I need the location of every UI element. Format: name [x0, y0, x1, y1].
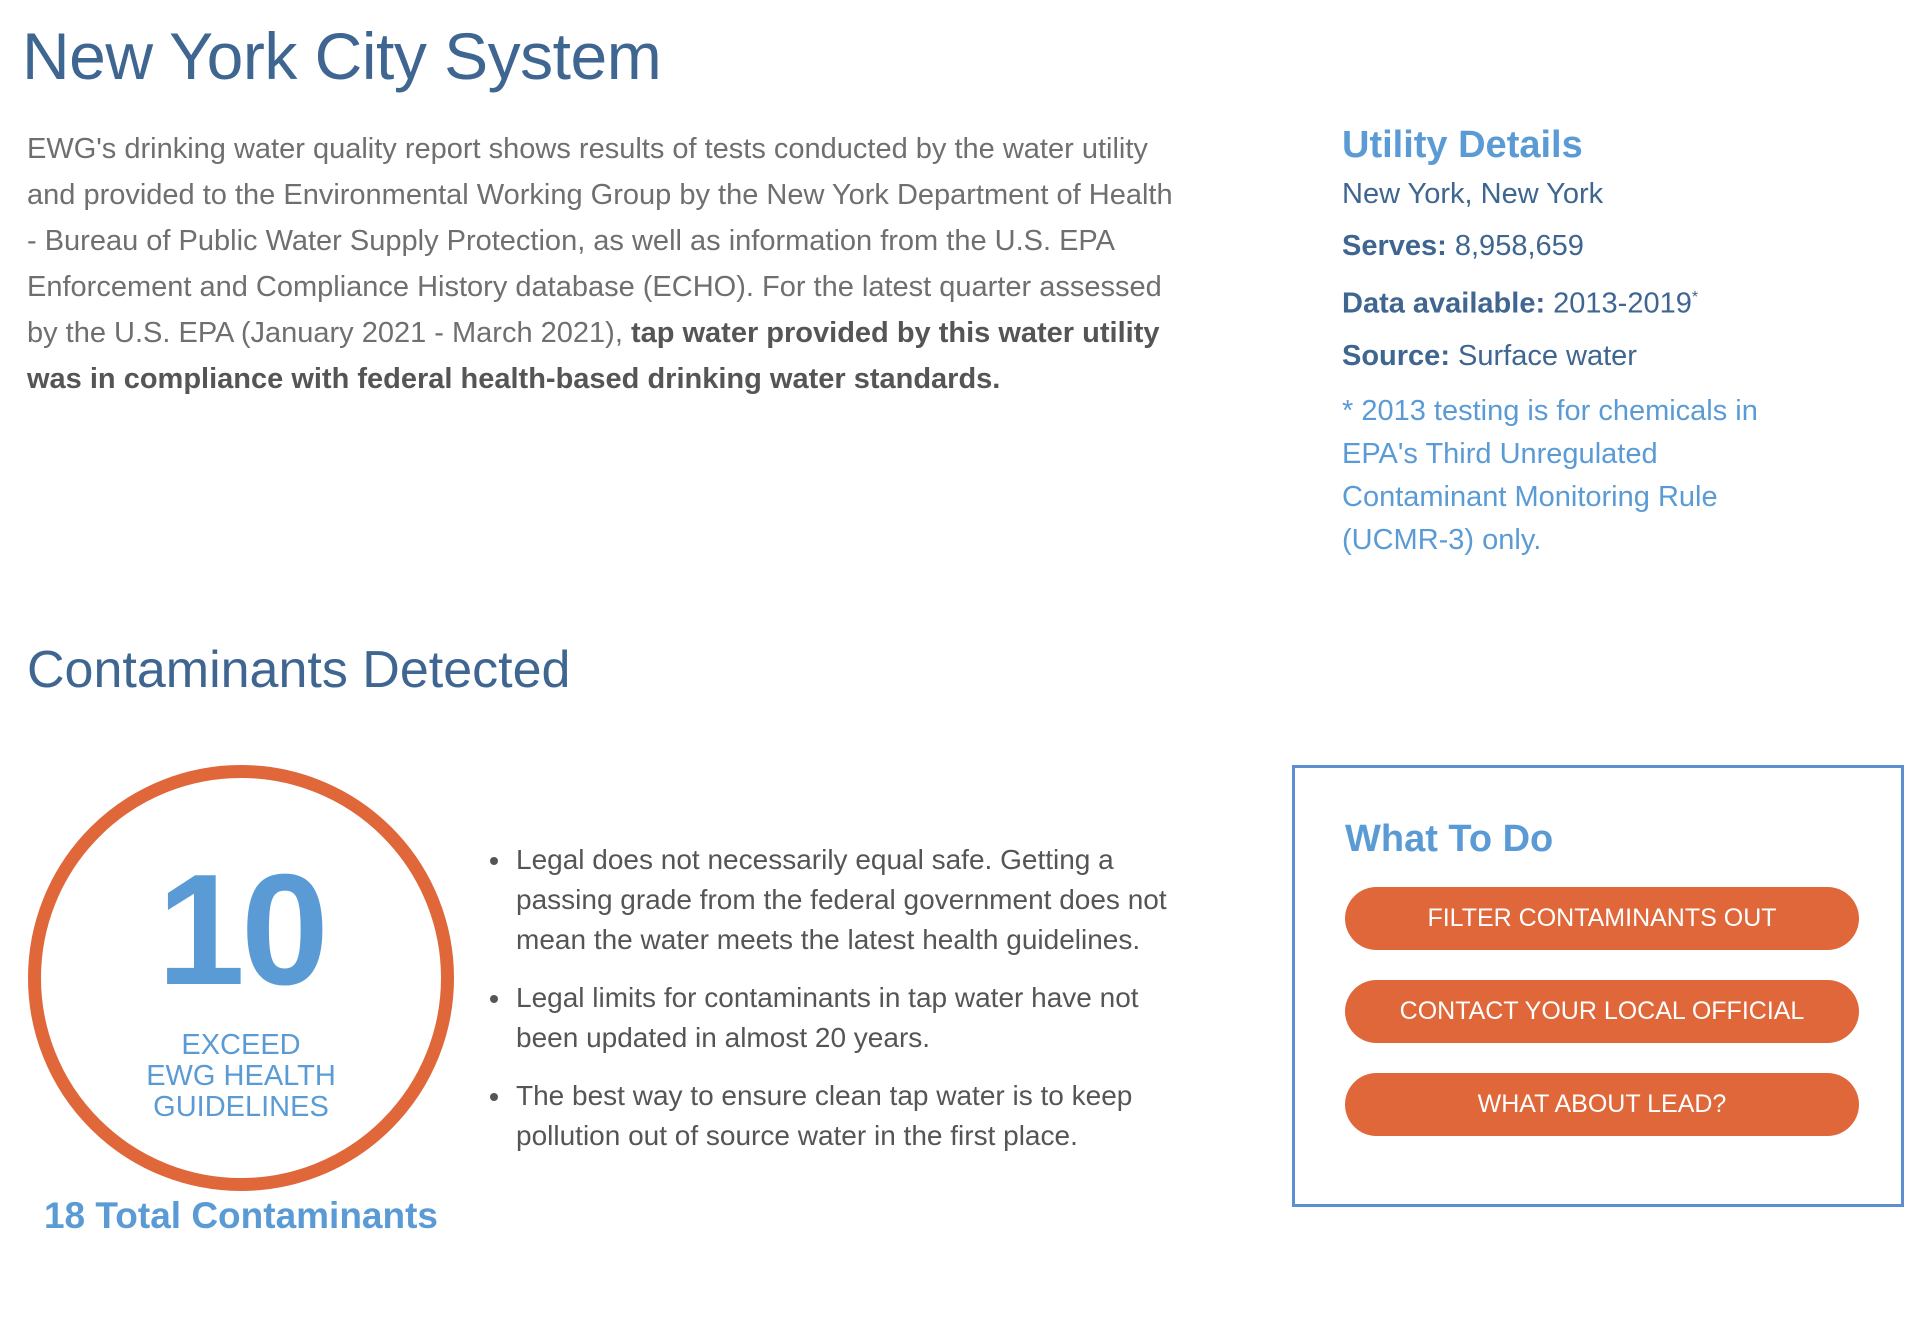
exceed-label-line1: EXCEED	[181, 1029, 301, 1061]
source-label: Source:	[1342, 339, 1450, 372]
utility-details-panel	[1342, 120, 1882, 562]
list-item: Legal limits for contaminants in tap water have not been updated in almost 20 years.	[490, 978, 1170, 1058]
data-available-footnote-marker: *	[1691, 289, 1699, 306]
ucmr-footnote: * 2013 testing is for chemicals in EPA's Third Unregulated Contaminant Monitoring Rule (UCMR-3) only.	[1342, 394, 1758, 556]
exceed-label	[41, 1030, 441, 1123]
serves-label: Serves:	[1342, 230, 1447, 262]
exceed-label-line3: GUIDELINES	[153, 1091, 329, 1123]
intro-paragraph	[27, 126, 1187, 402]
page-title: New York City System	[22, 19, 662, 93]
list-item: The best way to ensure clean tap water is to keep pollution out of source water in the first place.	[490, 1076, 1170, 1156]
data-available-value: 2013-2019	[1553, 287, 1692, 320]
exceed-count: 10	[157, 842, 325, 1018]
filter-contaminants-button[interactable]: FILTER CONTAMINANTS OUT	[1345, 887, 1859, 950]
what-about-lead-button[interactable]: WHAT ABOUT LEAD?	[1345, 1073, 1859, 1136]
intro-text: EWG's drinking water quality report shows results of tests conducted by the water utility and provided to the Environmental Working Group by the New York Department of Health - Bureau of Public Water Supply Protection, as well as information from the U.S. EPA Enforcement and Compliance History database (ECHO). For the latest quarter assessed by the U.S. EPA (January 2021 - March 2021),	[27, 133, 1173, 349]
utility-details-heading: Utility Details	[1342, 124, 1583, 166]
data-available-label: Data available:	[1342, 287, 1546, 320]
what-to-do-heading: What To Do	[1345, 818, 1554, 860]
what-to-do-box	[1292, 765, 1904, 1207]
total-contaminants-link[interactable]: 18 Total Contaminants	[43, 1195, 439, 1236]
data-available-row	[1342, 278, 1882, 324]
intro-compliance-text: tap water provided by this water utility was in compliance with federal health-based drinking water standards.	[27, 317, 1160, 395]
utility-location: New York, New York	[1342, 178, 1604, 210]
source-value: Surface water	[1458, 339, 1637, 372]
contact-local-official-button[interactable]: CONTACT YOUR LOCAL OFFICIAL	[1345, 980, 1859, 1043]
exceed-label-line2: EWG HEALTH	[146, 1060, 336, 1092]
list-item: Legal does not necessarily equal safe. Getting a passing grade from the federal government does not mean the water meets the latest health guidelines.	[490, 840, 1170, 960]
serves-row	[1342, 226, 1882, 266]
exceed-guidelines-ring	[28, 765, 454, 1191]
serves-value: 8,958,659	[1454, 230, 1584, 262]
source-row	[1342, 336, 1882, 376]
contaminants-heading: Contaminants Detected	[27, 641, 571, 699]
guidelines-bullet-list	[490, 840, 1170, 1174]
